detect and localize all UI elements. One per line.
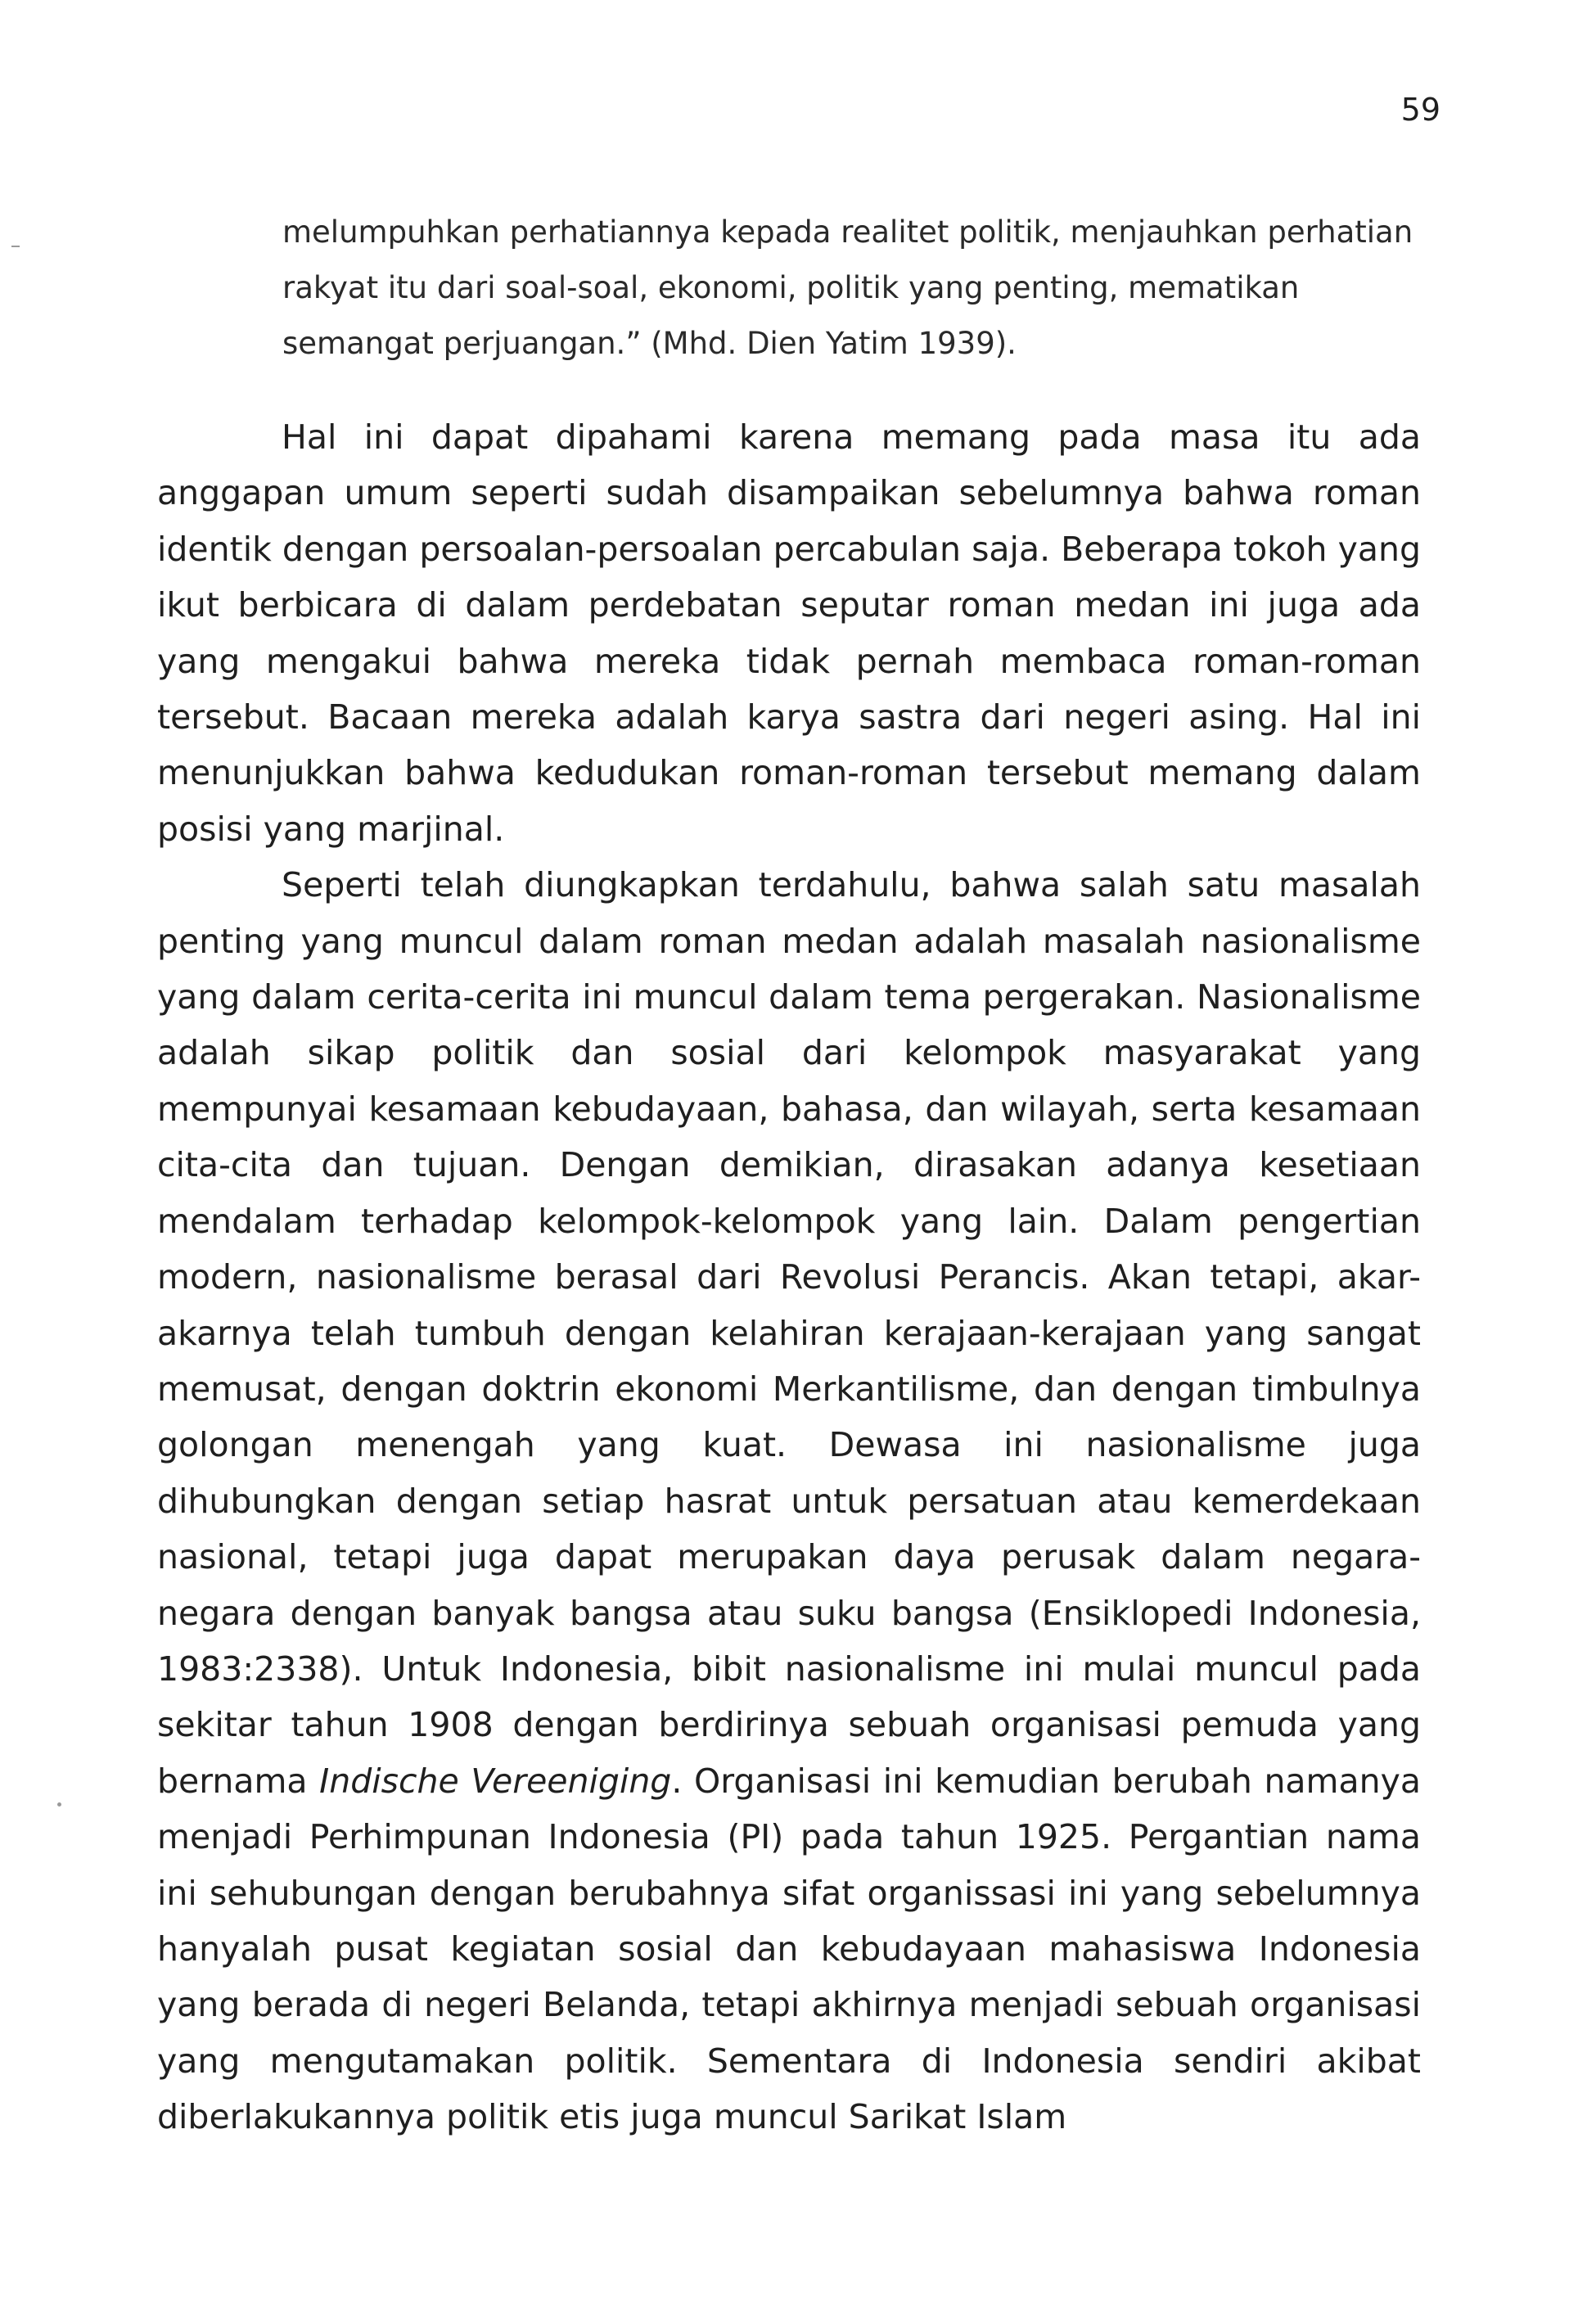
block-quote: melumpuhkan perhatiannya kepada realitet politik, menjauhkan perhatian rakyat itu dari soal-soal, ekonomi, politik yang penting, mematikan semangat perjuangan.” (Mhd. Dien Yatim 1939). [282, 214, 1413, 361]
organization-name-italic: Indische Vereeniging [319, 1761, 672, 1801]
page-number: 59 [1400, 92, 1440, 128]
paragraph-2-text-end: . Organisasi ini kemudian berubah namanya menjadi Perhimpunan Indonesia (PI) pada tahun 1925. Pergantian nama ini sehubungan dengan berubahnya sifat organissasi ini yang sebelumnya hanyalah pusat kegiatan sosial dan kebudayaan mahasiswa Indonesia yang berada di negeri Belanda, tetapi akhirnya menjadi sebuah organisasi yang mengutamakan politik. Sementara di Indonesia sendiri akibat diberlakukannya politik etis juga muncul Sarikat Islam [157, 1761, 1421, 2137]
paragraph-1: Hal ini dapat dipahami karena memang pada masa itu ada anggapan umum seperti sudah disampaikan sebelumnya bahwa roman identik dengan persoalan-persoalan percabulan saja. Beberapa tokoh yang ikut berbicara di dalam perdebatan seputar roman medan ini juga ada yang mengakui bahwa mereka tidak pernah membaca roman-roman tersebut. Bacaan mereka adalah karya sastra dari negeri asing. Hal ini menunjukkan bahwa kedudukan roman-roman tersebut memang dalam posisi yang marjinal. [157, 417, 1421, 849]
paragraph-2-text-start: Seperti telah diungkapkan terdahulu, bahwa salah satu masalah penting yang muncul dalam roman medan adalah masalah nasionalisme yang dalam cerita-cerita ini muncul dalam tema pergerakan. Nasionalisme adalah sikap politik dan sosial dari kelompok masyarakat yang mempunyai kesamaan kebudayaan, bahasa, dan wilayah, serta kesamaan cita-cita dan tujuan. Dengan demikian, dirasakan adanya kesetiaan mendalam terhadap kelompok-kelompok yang lain. Dalam pengertian modern, nasionalisme berasal dari Revolusi Perancis. Akan tetapi, akar-akarnya telah tumbuh dengan kelahiran kerajaan-kerajaan yang sangat memusat, dengan doktrin ekonomi Merkantilisme, dan dengan timbulnya golongan menengah yang kuat. Dewasa ini nasionalisme juga dihubungkan dengan setiap hasrat untuk persatuan atau kemerdekaan nasional, tetapi juga dapat merupakan daya perusak dalam negara-negara dengan banyak bangsa atau suku bangsa (Ensiklopedi Indonesia, 1983:2338). Untuk Indonesia, bibit nasionalisme ini mulai muncul pada sekitar tahun 1908 dengan berdirinya sebuah organisasi pemuda yang bernama [157, 865, 1421, 1801]
scan-mark-bottom [57, 1802, 61, 1807]
scan-mark-top [11, 246, 20, 247]
body-text [157, 409, 1421, 2145]
paragraph-2 [157, 857, 1421, 2145]
